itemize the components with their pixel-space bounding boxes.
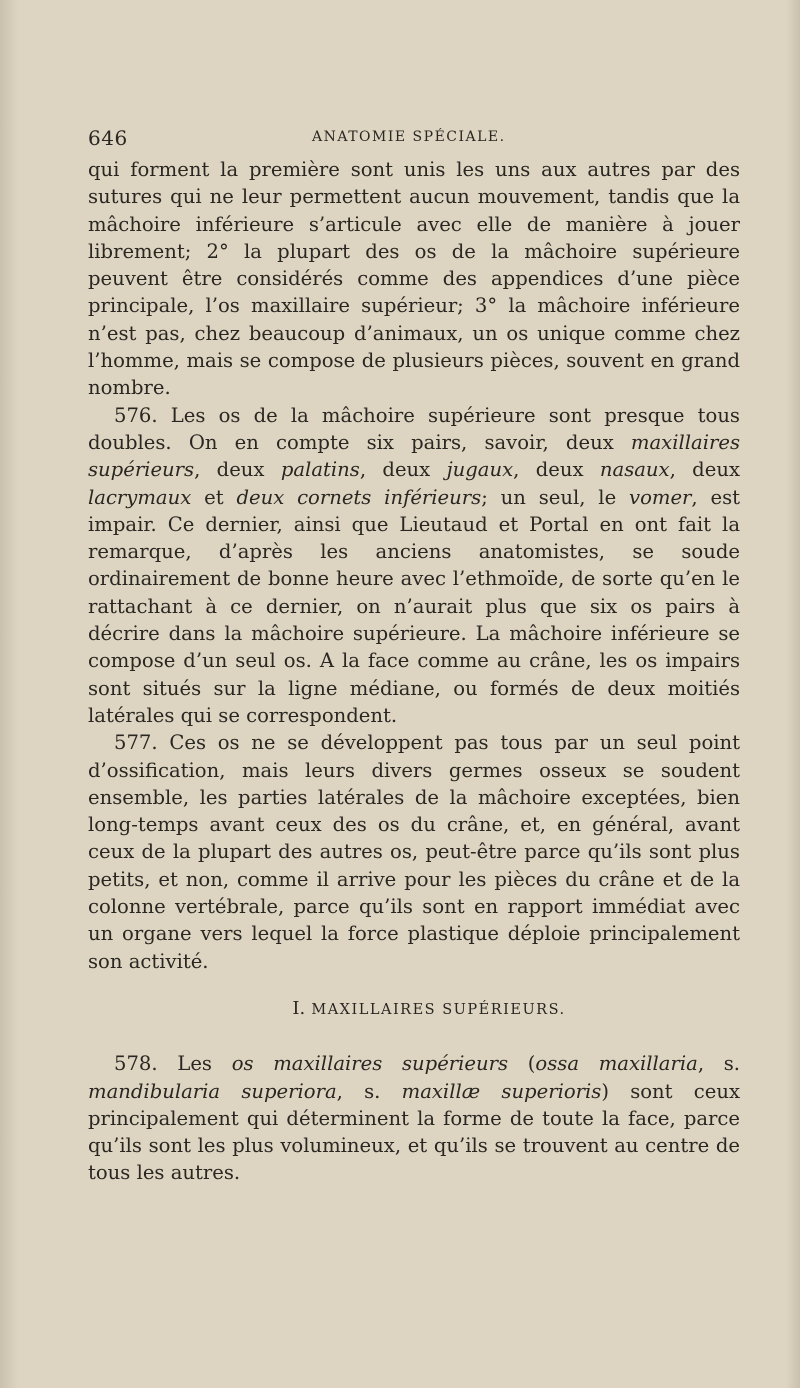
section-heading <box>88 995 740 1024</box>
paragraph-number: 576. <box>114 403 158 427</box>
text-segment: , s. <box>336 1079 402 1103</box>
paragraph-576 <box>88 402 740 730</box>
italic-term: jugaux <box>446 458 514 482</box>
paragraph-577 <box>88 729 740 975</box>
italic-term: deux cornets inférieurs <box>236 485 482 509</box>
scan-edge-right <box>786 0 800 1388</box>
text-segment: ; un seul, le <box>481 485 629 509</box>
section-title: MAXILLAIRES SUPÉRIEURS. <box>311 1001 566 1018</box>
text-segment: , deux <box>513 458 600 482</box>
italic-term: palatins <box>280 458 360 482</box>
running-title: ANATOMIE SPÉCIALE. <box>312 129 506 145</box>
italic-term: mandibularia superiora <box>88 1079 337 1103</box>
paragraph-number: 577. <box>114 731 158 755</box>
text-segment: Les <box>157 1052 232 1076</box>
scan-edge-left <box>0 0 18 1388</box>
italic-term: ossa maxillaria <box>535 1052 698 1076</box>
text-segment: , deux <box>359 458 447 482</box>
paragraph-578 <box>88 1050 740 1186</box>
paragraph-number: 578. <box>114 1052 158 1076</box>
italic-term: lacrymaux <box>88 485 192 509</box>
page-number: 646 <box>88 126 128 150</box>
text-segment: , deux <box>669 458 740 482</box>
text-segment: , deux <box>194 458 281 482</box>
italic-term: maxillaires supérieurs <box>88 430 740 482</box>
text-segment: et <box>191 485 237 509</box>
text-segment: Les os de la mâchoire supérieure sont presque tous doubles. On en compte six pairs, savoir, deux <box>88 403 740 454</box>
body-text <box>88 156 740 1187</box>
paragraph-continued <box>88 156 740 402</box>
text-segment: ( <box>508 1052 536 1076</box>
italic-term: nasaux <box>599 458 670 482</box>
text-segment: Ces os ne se développent pas tous par un seul point d’ossification, mais leurs divers germes osseux se soudent ensemble, les parties latérales de la mâchoire exceptées, bien long-temps avant ceux des os du crâne, et, en général, avant ceux de la plupart des autres os, peut-être parce qu’ils sont plus petits, et non, comme il arrive pour les pièces du crâne et de la colonne vertébrale, parce qu’ils sont en rapport immédiat avec un organe vers lequel la force plastique déploie principalement son activité. <box>88 731 740 973</box>
italic-term: os maxillaires supérieurs <box>231 1052 509 1076</box>
text-segment: , s. <box>697 1052 741 1076</box>
text-segment: ) sont ceux principalement qui déterminent la forme de toute la face, parce qu’ils sont les plus volumineux, et qu’ils se trouvent au centre de tous les autres. <box>88 1079 741 1185</box>
paragraph-text: qui forment la première sont unis les uns aux autres par des sutures qui ne leur permettent aucun mouvement, tandis que la mâchoire inférieure s’articule avec elle de manière à jouer librement; 2° la plupart des os de la mâchoire supérieure peuvent être considérés comme des appendices d’une pièce principale, l’os maxillaire supérieur; 3° la mâchoire inférieure n’est pas, chez beaucoup d’animaux, un os unique comme chez l’homme, mais se compose de plusieurs pièces, souvent en grand nombre. <box>88 158 740 400</box>
italic-term: vomer <box>629 485 692 509</box>
book-page <box>88 126 740 1187</box>
italic-term: maxillæ superioris <box>401 1079 602 1103</box>
running-head <box>88 126 740 156</box>
text-segment: , est impair. Ce dernier, ainsi que Lieutaud et Portal en ont fait la remarque, d’après les anciens anatomistes, se soude ordinairement de bonne heure avec l’ethmoïde, de sorte qu’en le rattachant à ce dernier, on n’aurait plus que six os pairs à décrire dans la mâchoire supérieure. La mâchoire inférieure se compose d’un seul os. A la face comme au crâne, les os impairs sont situés sur la ligne médiane, ou formés de deux moitiés latérales qui se correspondent. <box>88 485 741 727</box>
section-numeral: I. <box>292 997 306 1019</box>
